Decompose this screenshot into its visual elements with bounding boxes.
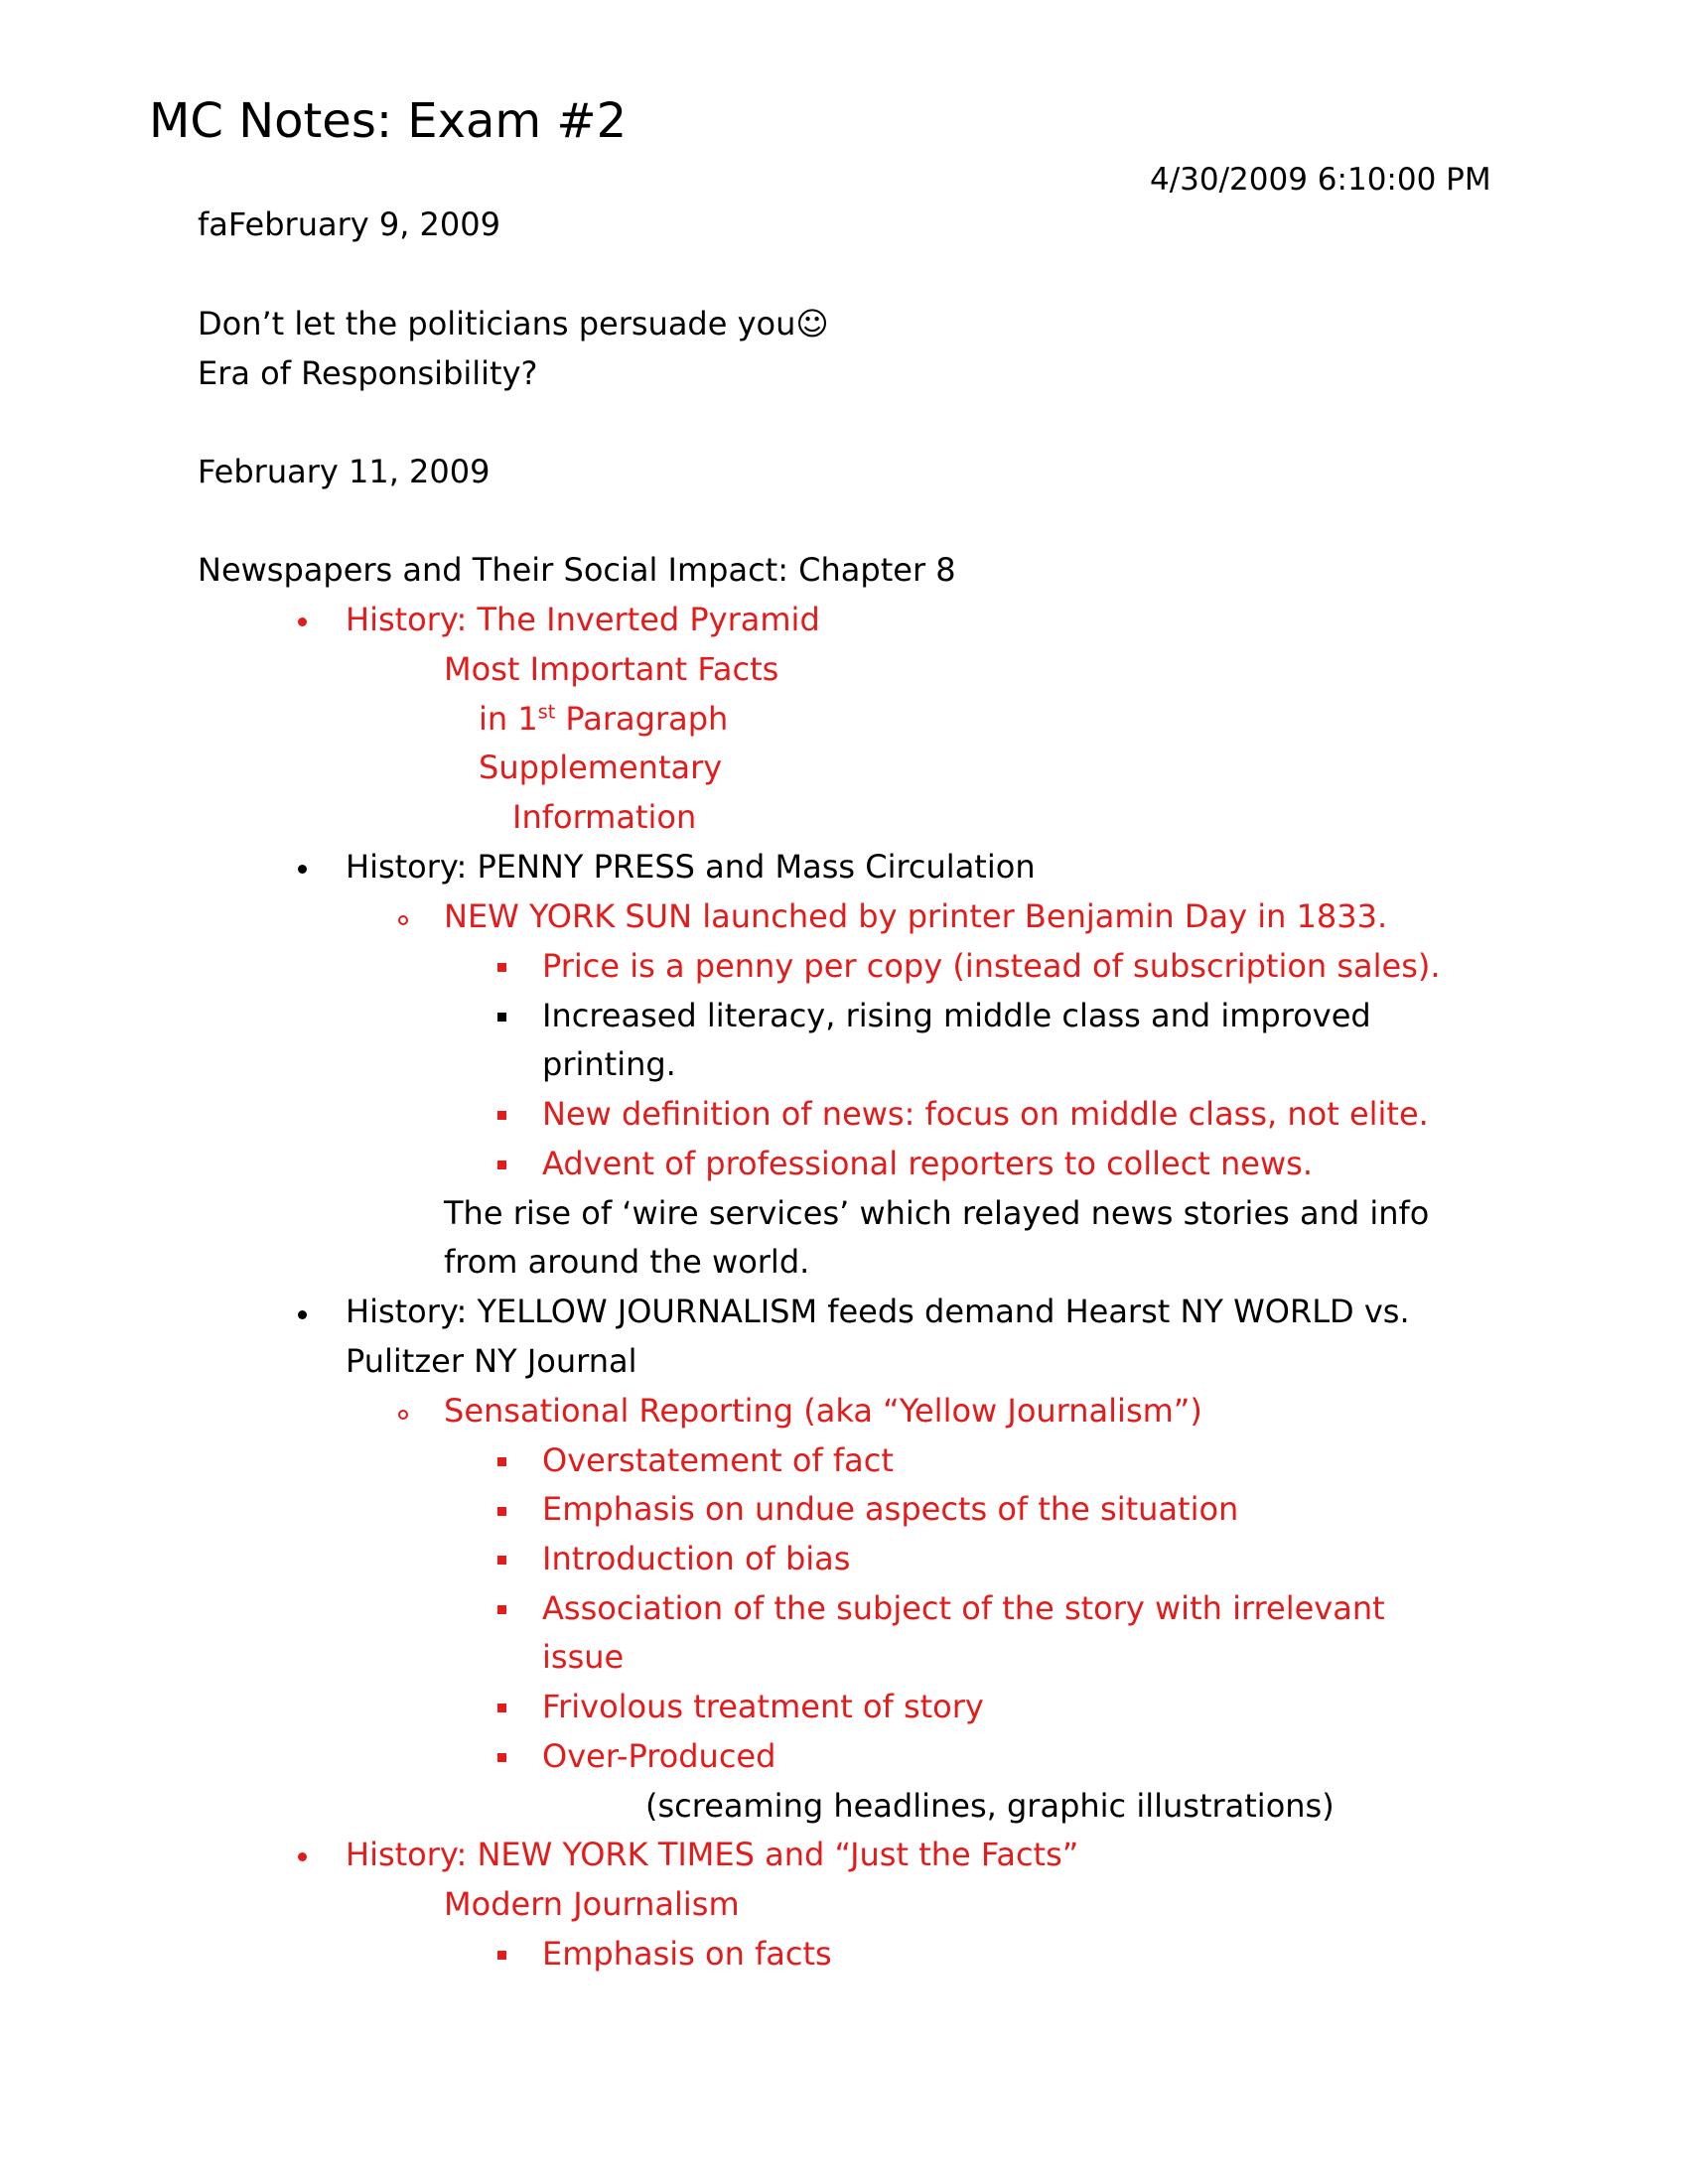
yellow-heading-1: History: YELLOW JOURNALISM feeds demand Hearst NY WORLD vs. [346,1293,1410,1330]
times-heading: History: NEW YORK TIMES and “Just the Facts” [346,1836,1079,1873]
bullet-circle-icon [398,1410,408,1420]
yellow-note: (screaming headlines, graphic illustrations) [645,1787,1335,1825]
date-feb-9: faFebruary 9, 2009 [198,205,500,243]
penny-item-1: Price is a penny per copy (instead of subscription sales). [542,947,1441,985]
bullet-square-icon [497,1013,506,1022]
bullet-circle-icon [398,915,408,925]
yellow-item-2: Emphasis on undue aspects of the situation [542,1490,1239,1528]
yellow-item-5: Frivolous treatment of story [542,1688,984,1725]
bullet-dot-icon [298,1310,307,1319]
date-feb-11: February 11, 2009 [198,453,491,490]
bullet-square-icon [497,1111,506,1120]
timestamp: 4/30/2009 6:10:00 PM [1150,162,1491,198]
yellow-item-6: Over-Produced [542,1737,776,1775]
yellow-item-4: Association of the subject of the story with irrelevant [542,1589,1385,1627]
bullet-square-icon [497,1457,506,1466]
yellow-heading-2: Pulitzer NY Journal [346,1342,637,1380]
bullet-square-icon [497,963,506,972]
page-title: MC Notes: Exam #2 [149,93,628,149]
penny-item-3: New definition of news: focus on middle class, not elite. [542,1095,1429,1133]
pyramid-line-3: Supplementary [479,749,723,786]
bullet-square-icon [497,1753,506,1762]
yellow-sub: Sensational Reporting (aka “Yellow Journalism”) [444,1392,1202,1430]
yellow-item-4-cont: issue [542,1638,625,1676]
penny-item-4: Advent of professional reporters to collect news. [542,1145,1313,1182]
yellow-item-1: Overstatement of fact [542,1441,894,1479]
pyramid-line-1: Most Important Facts [444,650,779,688]
bullet-square-icon [497,1951,506,1960]
pyramid-line-2: in 1st Paragraph [479,700,729,738]
penny-item-2-cont: printing. [542,1045,676,1083]
bullet-square-icon [497,1160,506,1169]
bullet-dot-icon [298,1852,307,1861]
times-sub: Modern Journalism [444,1885,740,1923]
bullet-square-icon [497,1704,506,1712]
topic-heading: Newspapers and Their Social Impact: Chapter 8 [198,551,956,589]
note-line-era: Era of Responsibility? [198,354,538,392]
wire-services-line-2: from around the world. [444,1243,810,1281]
pyramid-line-4: Information [512,798,697,836]
penny-heading: History: PENNY PRESS and Mass Circulation [346,848,1036,886]
bullet-dot-icon [298,617,307,626]
penny-item-2: Increased literacy, rising middle class and improved [542,997,1371,1034]
bullet-dot-icon [298,865,307,874]
times-item-1: Emphasis on facts [542,1935,832,1973]
yellow-item-3: Introduction of bias [542,1540,851,1577]
wire-services-line-1: The rise of ‘wire services’ which relayed news stories and info [444,1194,1430,1232]
pyramid-heading: History: The Inverted Pyramid [346,601,820,638]
penny-sub: NEW YORK SUN launched by printer Benjamin Day in 1833. [444,897,1388,935]
bullet-square-icon [497,1507,506,1516]
note-line-politicians: Don’t let the politicians persuade you☺ [198,305,829,342]
bullet-square-icon [497,1605,506,1614]
bullet-square-icon [497,1556,506,1565]
